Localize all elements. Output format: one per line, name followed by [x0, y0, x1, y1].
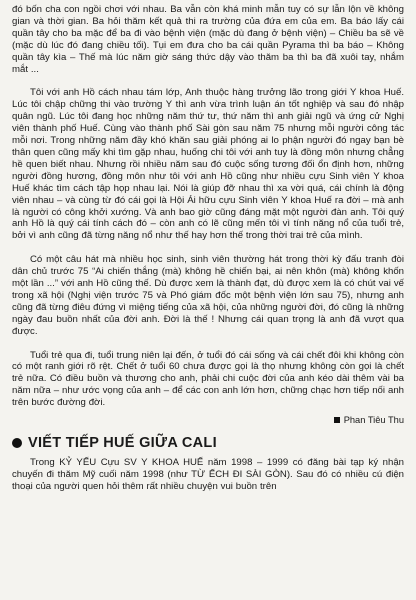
paragraph-1: đó bốn cha con ngồi chơi với nhau. Ba vẫn còn khá minh mẫn tuy có sự lẫn lộn về không gian và thời gian. Ba hỏi thăm kết quả thi ra trường của đứa em của em. Ba báo lấy cái quần tây cho ba mặc để ba đi vào bệnh viện (mặc dù đang ở bệnh viện) – Chiều ba sẽ về (mặc dù lúc đó đang chiều tối). Tụi em đưa cho ba cái quần Pyrama thì ba báo – Không quần tây kìa – Thế mà lúc năm giờ sáng thức dậy vào thăm ba thì ba đã xuôi tay, nhắm mắt ... — [12, 4, 404, 75]
section-heading — [12, 435, 404, 451]
square-bullet-icon — [334, 417, 340, 423]
paragraph-4: Tuổi trẻ qua đi, tuổi trung niên lại đến, ở tuổi đó cái sống và cái chết đôi khi không còn có một ranh giới rõ rệt. Chết ở tuổi 60 chưa được gọi là thọ nhưng không còn gọi là chết trẻ nữa. Có điều buồn và thương cho anh, phải chi cuộc đời của anh kéo dài thêm vài ba năm nữa – như ước vọng của anh – để các con anh lớn hơn, chững chạc hơn tiếp nối anh trên bước đường đời. — [12, 349, 404, 409]
bullet-dot-icon — [12, 438, 22, 448]
author-name: Phan Tiêu Thu — [343, 415, 404, 426]
section-title: VIẾT TIẾP HUẾ GIỮA CALI — [28, 435, 217, 452]
paragraph-2: Tôi với anh Hồ cách nhau tám lớp, Anh thuộc hàng trưởng lão trong giới Y khoa Huế. Lúc tôi chập chững thi vào trường Y thì anh vừa trình luận án tốt nghiệp và sau đó nhập quân ngũ. Lúc tôi đang học những năm thứ tư, thứ năm thì anh giải ngũ và ứng cử Nghị viên thành phố Huế. Cùng vào thành phố Sài gòn sau năm 75 nhưng mỗi người công tác mỗi nơi. Trong những năm đầy khó khăn sau giải phóng ai lo phận người đó ngay bạn bè thân quen cũng mấy khi tìm gặp nhau, huống chi tôi với anh tuy là đồng môn nhưng chẳng hề quen biết nhau. Nhưng rồi nhiều năm sau đó cuộc sống tương đối ổn định hơn, những người đồng hương, đồng môn như tôi với anh Hồ cũng như nhiều cựu Sinh viên Y khoa Huế khác tìm cách tập họp nhau lại. Nói là giúp đỡ nhau thì xa vời quá, cái chính là động viên nhau – và cùng từ đó cái gọi là Hội Ái hữu cựu Sinh viên Y khoa Huế ra đời – mà anh là người có công khởi xướng. Và anh bao giờ cũng đáng mặt một người đàn anh. Tôi quý anh Hồ là quý cái tính cách đó – còn anh có lẽ cũng mến tôi vì tính năng nổ của tuổi trẻ, bởi vì anh cũng đã từng năng nổ như thế hay hơn thế trong thời trai trẻ của mình. — [12, 87, 404, 242]
section-paragraph: Trong KỶ YẾU Cựu SV Y KHOA HUẾ năm 1998 – 1999 có đăng bài tạp ký nhận chuyến đi thăm Mỹ cuối năm 1998 (như TỪ ẾCH ĐI SÀI GÒN). Sau đó có nhiều cú điện thoại của người quen hỏi thêm rất nhiều chuyện vui buồn trên — [12, 457, 404, 492]
author-signature — [12, 415, 404, 425]
paragraph-3: Có một câu hát mà nhiều học sinh, sinh viên thường hát trong thời kỳ đấu tranh đòi dân chủ trước 75 “Ai chiến thắng (mà) không hề chiến bại, ai nên khôn (mà) không khốn một lần ...” với anh Hồ cũng thế. Dù được xem là thành đạt, dù được xem là có chút vai vế trong xã hội (Nghị viện trước 75 và Phó giám đốc một bệnh viện lớn sau 75), nhưng anh cũng đã từng điêu đứng vì miệng tiếng của xã hội, của những người đời, đó cũng là những ngày đau buồn nhất của đời anh. Đời là thế ! Nhưng cái quan trọng là anh đã vượt qua được. — [12, 254, 404, 337]
